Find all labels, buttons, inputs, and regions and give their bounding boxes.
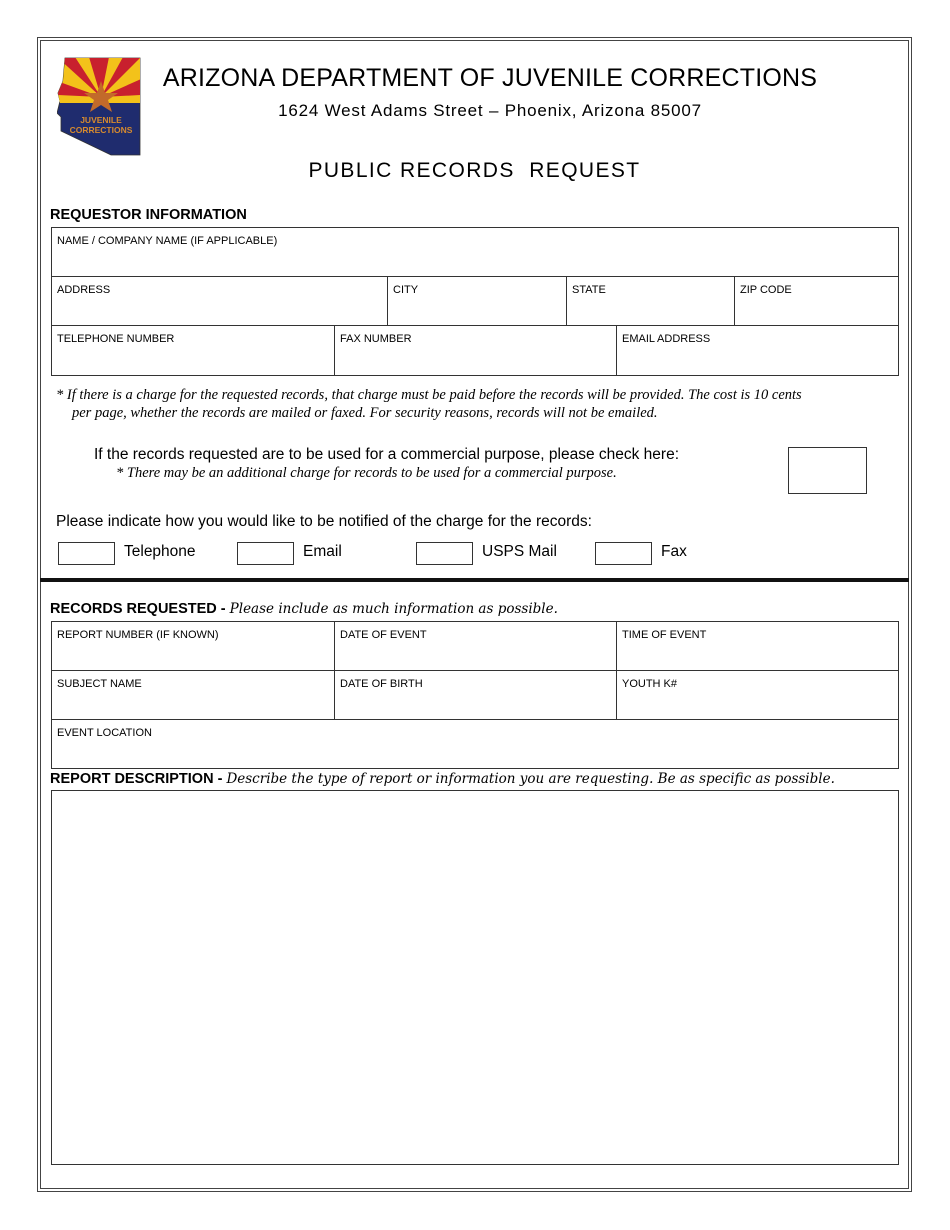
requestor-heading: REQUESTOR INFORMATION: [50, 207, 247, 223]
notify-fax-checkbox[interactable]: [595, 542, 652, 565]
notify-usps-checkbox[interactable]: [416, 542, 473, 565]
telephone-field[interactable]: [51, 325, 335, 376]
logo-text-line1: JUVENILE: [80, 115, 122, 125]
charge-note-line2: per page, whether the records are mailed or faxed. For security reasons, records will not be emailed.: [72, 405, 658, 421]
notify-telephone-checkbox[interactable]: [58, 542, 115, 565]
date-of-event-field[interactable]: [334, 621, 617, 671]
records-heading: [50, 601, 558, 617]
name-field[interactable]: [51, 227, 899, 277]
notify-fax-label: Fax: [661, 543, 687, 560]
description-heading: [50, 771, 835, 787]
youth-k-label: YOUTH K#: [622, 678, 678, 690]
address-field[interactable]: [51, 276, 388, 326]
event-location-field[interactable]: [51, 719, 899, 769]
notify-email-checkbox[interactable]: [237, 542, 294, 565]
fax-field-label: FAX NUMBER: [340, 333, 412, 345]
commercial-checkbox[interactable]: [788, 447, 867, 494]
date-of-birth-label: DATE OF BIRTH: [340, 678, 423, 690]
city-field-label: CITY: [393, 284, 419, 296]
report-number-label: REPORT NUMBER (IF KNOWN): [57, 629, 219, 641]
time-of-event-field[interactable]: [616, 621, 899, 671]
notify-email-label: Email: [303, 543, 342, 560]
subject-name-field[interactable]: [51, 670, 335, 720]
records-heading-note: Please include as much information as possible.: [229, 601, 558, 617]
notify-telephone-label: Telephone: [124, 543, 196, 560]
charge-note-line1: * If there is a charge for the requested records, that charge must be paid before the records will be provided. The cost is 10 cents: [56, 387, 802, 403]
subject-name-label: SUBJECT NAME: [57, 678, 142, 690]
address-field-label: ADDRESS: [57, 284, 111, 296]
form-title: PUBLIC RECORDS REQUEST: [308, 159, 641, 182]
date-of-birth-field[interactable]: [334, 670, 617, 720]
fax-field[interactable]: [334, 325, 617, 376]
records-heading-label: RECORDS REQUESTED -: [50, 601, 230, 617]
telephone-field-label: TELEPHONE NUMBER: [57, 333, 175, 345]
email-field-label: EMAIL ADDRESS: [622, 333, 711, 345]
youth-k-field[interactable]: [616, 670, 899, 720]
charge-note: [56, 386, 896, 422]
state-field-label: STATE: [572, 284, 606, 296]
section-divider: [40, 578, 909, 582]
report-number-field[interactable]: [51, 621, 335, 671]
zip-field-label: ZIP CODE: [740, 284, 792, 296]
logo-text-line2: CORRECTIONS: [69, 125, 133, 135]
agency-name: ARIZONA DEPARTMENT OF JUVENILE CORRECTIONS: [162, 64, 818, 92]
description-heading-label: REPORT DESCRIPTION -: [50, 771, 227, 787]
name-field-label: NAME / COMPANY NAME (IF APPLICABLE): [57, 235, 278, 247]
commercial-note: * There may be an additional charge for records to be used for a commercial purpose.: [116, 465, 617, 481]
commercial-question: If the records requested are to be used for a commercial purpose, please check here:: [94, 446, 680, 463]
zip-field[interactable]: [734, 276, 899, 326]
notification-question: Please indicate how you would like to be notified of the charge for the records:: [56, 513, 592, 530]
state-field[interactable]: [566, 276, 735, 326]
report-description-textarea[interactable]: [51, 790, 899, 1165]
agency-address: 1624 West Adams Street – Phoenix, Arizona 85007: [278, 101, 702, 120]
time-of-event-label: TIME OF EVENT: [622, 629, 707, 641]
notify-usps-label: USPS Mail: [482, 543, 557, 560]
event-location-label: EVENT LOCATION: [57, 727, 152, 739]
description-heading-note: Describe the type of report or information you are requesting. Be as specific as possible.: [226, 771, 835, 787]
date-of-event-label: DATE OF EVENT: [340, 629, 427, 641]
email-field[interactable]: [616, 325, 899, 376]
city-field[interactable]: [387, 276, 567, 326]
adjc-logo: [57, 57, 141, 156]
